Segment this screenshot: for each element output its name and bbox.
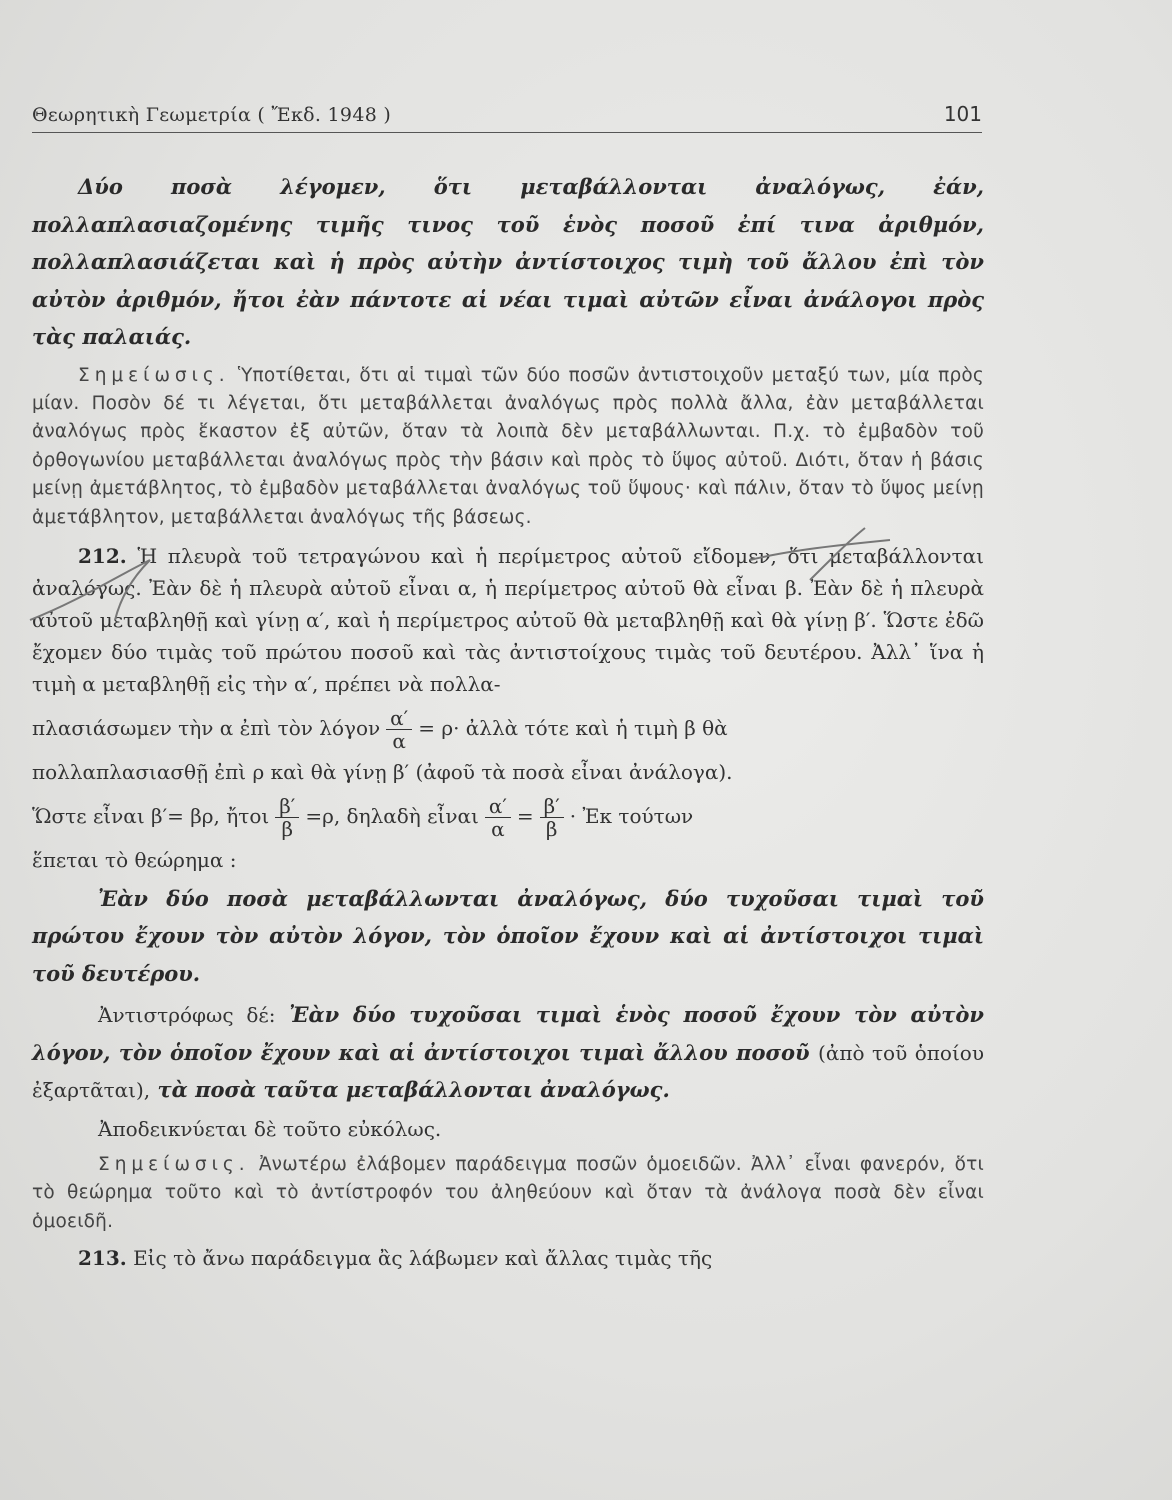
converse-parenthetical: (ἀπὸ τοῦ ὁποίου ἐξαρτᾶται),	[32, 1040, 984, 1103]
remark-paragraph-2	[32, 1151, 984, 1236]
equals-sign: =	[516, 803, 534, 828]
fraction-b-prime-over-b	[275, 795, 299, 840]
remark-label: Σημείωσις.	[98, 1153, 250, 1175]
remark-text: Ἀνωτέρω ἐλάβομεν παράδειγμα ποσῶν ὁμοειδῶν. Ἀλλ᾽ εἶναι φανερόν, ὅτι τὸ θεώρημα τοῦτο καὶ τὸ ἀντίστροφόν του ἀληθεύουν καὶ ὅταν τὰ ἀνάλογα ποσὰ δὲν εἶναι ὁμοειδῆ.	[32, 1153, 984, 1232]
page-number: 101	[943, 102, 982, 126]
fraction-numerator: β′	[540, 795, 564, 818]
equation-line-2: πολλαπλασιασθῇ ἐπὶ ρ καὶ θὰ γίνῃ β′ (ἀφοῦ τὰ ποσὰ εἶναι ἀνάλογα).	[32, 759, 733, 784]
fraction-denominator: β	[281, 816, 294, 841]
equation-text: · Ἐκ τούτων	[569, 803, 694, 828]
equation-line-1	[32, 700, 984, 756]
remark-text: Ὑποτίθεται, ὅτι αἱ τιμαὶ τῶν δύο ποσῶν ἀντιστοιχοῦν μεταξύ των, μία πρὸς μίαν. Ποσὸν δέ τι λέγεται, ὅτι μεταβάλλεται ἀναλόγως πρὸς πολλὰ ἄλλα, ἐὰν μεταβάλλεται ἀναλόγως πρὸς ἕκαστον ἐξ αὐτῶν, ὅταν τὰ λοιπὰ δὲν μεταβάλλωνται. Π.χ. τὸ ἐμβαδὸν τοῦ ὀρθογωνίου μεταβάλλεται ἀναλόγως πρὸς τὴν βάσιν καὶ πρὸς τὸ ὕψος αὐτοῦ. Διότι, ὅταν ἡ βάσις μείνῃ ἀμετάβλητος, τὸ ἐμβαδὸν μεταβάλλεται ἀναλόγως τοῦ ὕψους· καὶ πάλιν, ὅταν τὸ ὕψος μείνῃ ἀμετάβλητον, μεταβάλλεται ἀναλόγως τῆς βάσεως.	[32, 364, 984, 528]
header-title: Θεωρητικὴ Γεωμετρία ( Ἔκδ. 1948 )	[32, 104, 392, 126]
section-number: 213.	[78, 1246, 127, 1271]
proof-note: Ἀποδεικνύεται δὲ τοῦτο εὐκόλως.	[98, 1116, 442, 1141]
converse-label: Ἀντιστρόφως δέ:	[98, 1003, 276, 1028]
equation-text: πλασιάσωμεν τὴν α ἐπὶ τὸν λόγον	[32, 715, 381, 740]
remark-label: Σημείωσις.	[78, 364, 230, 386]
remark-paragraph-1	[32, 362, 984, 532]
section-text: Εἰς τὸ ἄνω παράδειγμα ἂς λάβωμεν καὶ ἄλλας τιμὰς τῆς	[133, 1246, 713, 1271]
converse-text: Ἐὰν δύο τυχοῦσαι τιμαὶ ἑνὸς ποσοῦ ἔχουν τὸν αὐτὸν λόγον, τὸν ὁποῖον ἔχουν καὶ αἱ ἀντίστοιχοι τιμαὶ ἄλλου ποσοῦ	[32, 1002, 984, 1065]
equation-text: = ρ· ἀλλὰ τότε καὶ ἡ τιμὴ β θὰ	[418, 715, 728, 740]
running-header	[32, 100, 982, 133]
fraction-numerator: α′	[485, 795, 511, 818]
fraction-denominator: β	[545, 816, 558, 841]
fraction-a-prime-over-a	[386, 707, 412, 752]
equation-text: Ὥστε εἶναι β′= βρ, ἤτοι	[32, 803, 270, 828]
fraction-denominator: α	[392, 728, 406, 753]
page-body	[32, 168, 984, 1274]
fraction-numerator: β′	[275, 795, 299, 818]
theorem-paragraph: Ἐὰν δύο ποσὰ μεταβάλλωνται ἀναλόγως, δύο τυχοῦσαι τιμαὶ τοῦ πρώτου ἔχουν τὸν αὐτὸν λόγον, τὸν ὁποῖον ἔχουν καὶ αἱ ἀντίστοιχοι τιμαὶ τοῦ δευτέρου.	[32, 885, 984, 986]
section-213-paragraph	[32, 1242, 984, 1274]
definition-paragraph: Δύο ποσὰ λέγομεν, ὅτι μεταβάλλονται ἀναλόγως, ἐάν, πολλαπλασιαζομένης τιμῆς τινος τοῦ ἑνὸς ποσοῦ ἐπί τινα ἀριθμόν, πολλαπλασιάζεται καὶ ἡ πρὸς αὐτὴν ἀντίστοιχος τιμὴ τοῦ ἄλλου ἐπὶ τὸν αὐτὸν ἀριθμόν, ἤτοι ἐὰν πάντοτε αἱ νέαι τιμαὶ αὐτῶν εἶναι ἀνάλογοι πρὸς τὰς παλαιάς.	[32, 174, 984, 349]
fraction-a-prime-over-a	[485, 795, 511, 840]
converse-paragraph	[32, 996, 984, 1109]
converse-conclusion: τὰ ποσὰ ταῦτα μεταβάλλονται ἀναλόγως.	[157, 1077, 670, 1103]
equation-text: =ρ, δηλαδὴ εἶναι	[305, 803, 479, 828]
fraction-b-prime-over-b	[540, 795, 564, 840]
section-212-paragraph	[32, 540, 984, 700]
theorem-intro: ἕπεται τὸ θεώρημα :	[32, 847, 237, 872]
section-text: Ἡ πλευρὰ τοῦ τετραγώνου καὶ ἡ περίμετρος αὐτοῦ εἴδομεν, ὅτι μεταβάλλονται ἀναλόγως. Ἐὰν δὲ ἡ πλευρὰ αὐτοῦ εἶναι α, ἡ περίμετρος αὐτοῦ θὰ εἶναι β. Ἐὰν δὲ ἡ πλευρὰ αὐτοῦ μεταβληθῇ καὶ γίνῃ α′, καὶ ἡ περίμετρος αὐτοῦ θὰ μεταβληθῇ καὶ θὰ γίνῃ β′. Ὥστε ἐδῶ ἔχομεν δύο τιμὰς τοῦ πρώτου ποσοῦ καὶ τὰς ἀντιστοίχους τιμὰς τοῦ δευτέρου. Ἀλλ᾽ ἵνα ἡ τιμὴ α μεταβληθῇ εἰς τὴν α′, πρέπει νὰ πολλα-	[32, 543, 984, 696]
section-number: 212.	[78, 543, 127, 568]
fraction-numerator: α′	[386, 707, 412, 730]
fraction-denominator: α	[491, 816, 505, 841]
equation-line-3	[32, 788, 984, 844]
